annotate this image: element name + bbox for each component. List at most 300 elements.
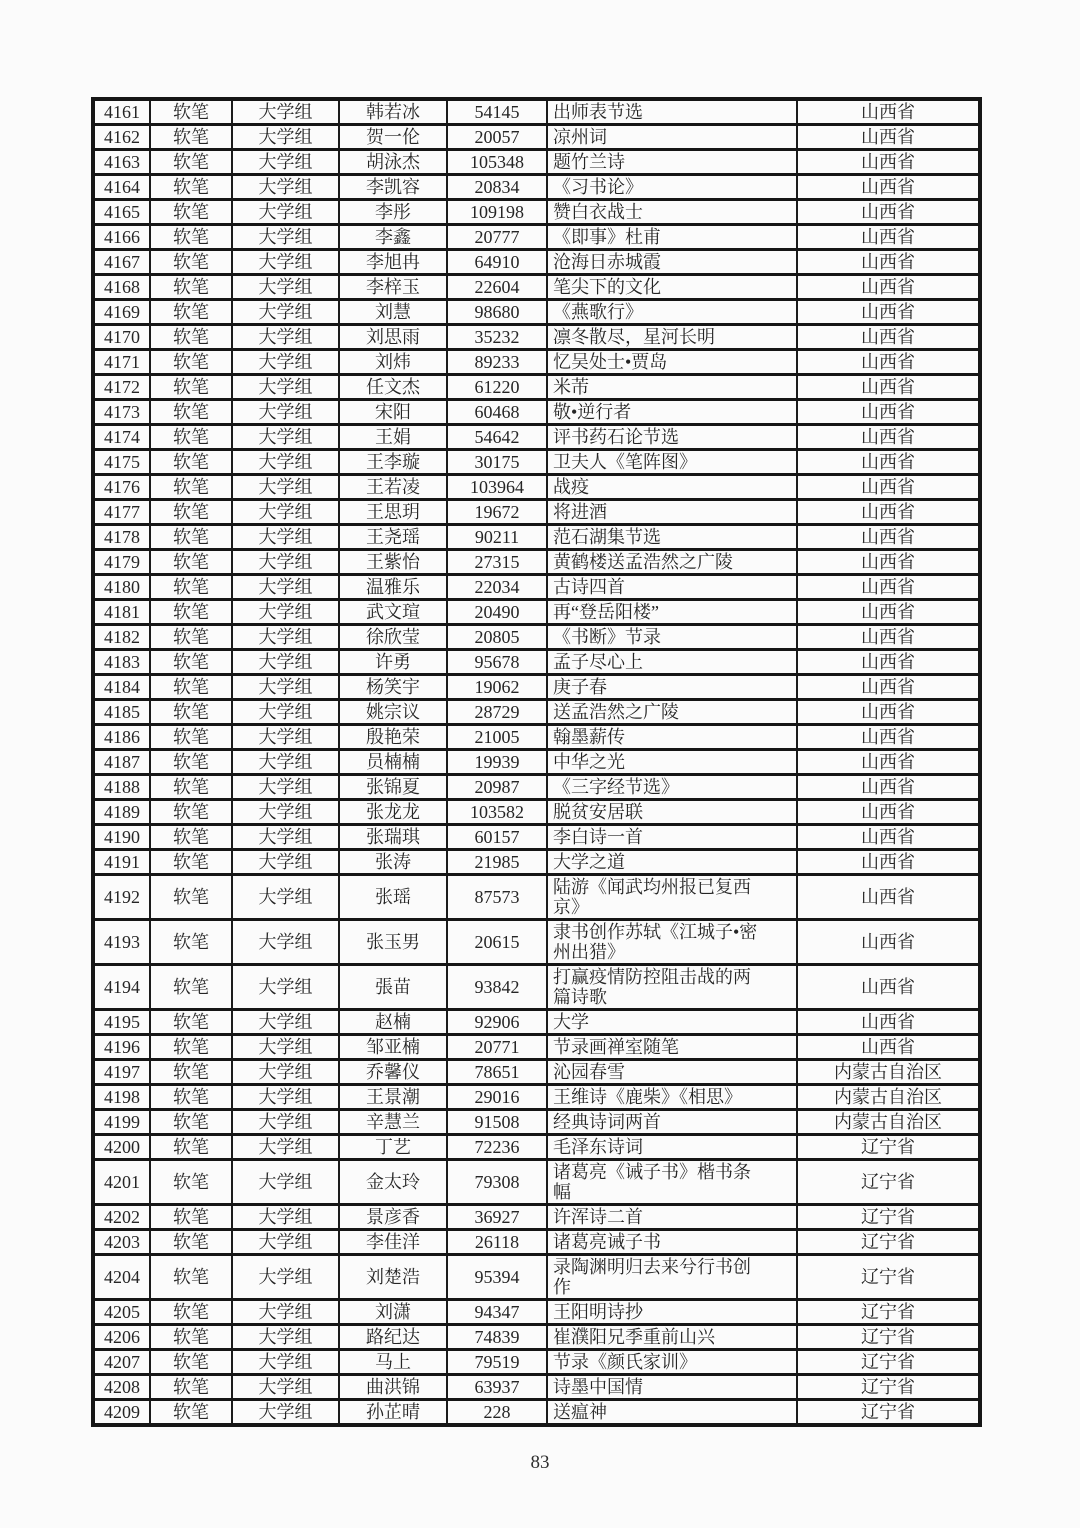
cell-name: 任文杰 xyxy=(339,375,447,400)
cell-group: 大学组 xyxy=(232,1400,339,1426)
cell-entry-number: 90211 xyxy=(447,525,547,550)
table-row xyxy=(93,1060,980,1085)
cell-entry-number: 35232 xyxy=(447,325,547,350)
cell-pen-type: 软笔 xyxy=(150,200,232,225)
cell-entry-number: 27315 xyxy=(447,550,547,575)
table-row xyxy=(93,965,980,1010)
cell-group: 大学组 xyxy=(232,99,339,125)
cell-work-title: 大学之道 xyxy=(547,850,797,875)
cell-province: 山西省 xyxy=(797,200,980,225)
cell-name: 徐欣莹 xyxy=(339,625,447,650)
cell-pen-type: 软笔 xyxy=(150,300,232,325)
cell-pen-type: 软笔 xyxy=(150,1110,232,1135)
cell-name: 乔馨仪 xyxy=(339,1060,447,1085)
cell-work-title: 王阳明诗抄 xyxy=(547,1300,797,1325)
cell-serial: 4164 xyxy=(93,175,150,200)
cell-serial: 4207 xyxy=(93,1350,150,1375)
cell-group: 大学组 xyxy=(232,375,339,400)
cell-group: 大学组 xyxy=(232,450,339,475)
cell-group: 大学组 xyxy=(232,1300,339,1325)
cell-entry-number: 98680 xyxy=(447,300,547,325)
cell-work-title: 隶书创作苏轼《江城子•密州出猎》 xyxy=(547,920,797,965)
table-row xyxy=(93,875,980,920)
cell-serial: 4163 xyxy=(93,150,150,175)
table-row xyxy=(93,550,980,575)
cell-work-title: 孟子尽心上 xyxy=(547,650,797,675)
page-number: 83 xyxy=(530,1452,550,1473)
cell-province: 山西省 xyxy=(797,500,980,525)
table-row xyxy=(93,1325,980,1350)
cell-entry-number: 20490 xyxy=(447,600,547,625)
cell-serial: 4188 xyxy=(93,775,150,800)
table-row xyxy=(93,325,980,350)
cell-pen-type: 软笔 xyxy=(150,750,232,775)
cell-province: 山西省 xyxy=(797,300,980,325)
cell-name: 刘思雨 xyxy=(339,325,447,350)
cell-work-title: 将进酒 xyxy=(547,500,797,525)
table-row xyxy=(93,375,980,400)
cell-group: 大学组 xyxy=(232,575,339,600)
cell-entry-number: 95678 xyxy=(447,650,547,675)
cell-entry-number: 91508 xyxy=(447,1110,547,1135)
cell-province: 山西省 xyxy=(797,150,980,175)
cell-pen-type: 软笔 xyxy=(150,400,232,425)
cell-pen-type: 软笔 xyxy=(150,1205,232,1230)
cell-work-title: 王维诗《鹿柴》《相思》 xyxy=(547,1085,797,1110)
table-row xyxy=(93,500,980,525)
cell-group: 大学组 xyxy=(232,1255,339,1300)
cell-serial: 4172 xyxy=(93,375,150,400)
cell-province: 山西省 xyxy=(797,550,980,575)
cell-serial: 4190 xyxy=(93,825,150,850)
cell-serial: 4161 xyxy=(93,99,150,125)
cell-entry-number: 92906 xyxy=(447,1010,547,1035)
cell-name: 贺一伦 xyxy=(339,125,447,150)
cell-entry-number: 29016 xyxy=(447,1085,547,1110)
cell-pen-type: 软笔 xyxy=(150,1160,232,1205)
table-row xyxy=(93,99,980,125)
cell-entry-number: 74839 xyxy=(447,1325,547,1350)
cell-name: 宋阳 xyxy=(339,400,447,425)
cell-province: 山西省 xyxy=(797,825,980,850)
table-row xyxy=(93,475,980,500)
cell-group: 大学组 xyxy=(232,500,339,525)
cell-pen-type: 软笔 xyxy=(150,99,232,125)
cell-entry-number: 22604 xyxy=(447,275,547,300)
cell-work-title: 诸葛亮《诫子书》楷书条幅 xyxy=(547,1160,797,1205)
cell-province: 山西省 xyxy=(797,425,980,450)
cell-group: 大学组 xyxy=(232,175,339,200)
cell-province: 山西省 xyxy=(797,575,980,600)
cell-province: 辽宁省 xyxy=(797,1400,980,1426)
cell-group: 大学组 xyxy=(232,325,339,350)
cell-work-title: 庚子春 xyxy=(547,675,797,700)
cell-work-title: 打赢疫情防控阻击战的两篇诗歌 xyxy=(547,965,797,1010)
cell-province: 山西省 xyxy=(797,375,980,400)
cell-serial: 4166 xyxy=(93,225,150,250)
cell-pen-type: 软笔 xyxy=(150,525,232,550)
cell-work-title: 经典诗词两首 xyxy=(547,1110,797,1135)
table-row xyxy=(93,650,980,675)
table-row xyxy=(93,400,980,425)
cell-work-title: 忆吴处士•贾岛 xyxy=(547,350,797,375)
cell-work-title: 中华之光 xyxy=(547,750,797,775)
cell-name: 王李璇 xyxy=(339,450,447,475)
cell-pen-type: 软笔 xyxy=(150,350,232,375)
cell-pen-type: 软笔 xyxy=(150,1085,232,1110)
cell-name: 张龙龙 xyxy=(339,800,447,825)
cell-province: 山西省 xyxy=(797,325,980,350)
cell-group: 大学组 xyxy=(232,150,339,175)
cell-serial: 4179 xyxy=(93,550,150,575)
cell-serial: 4173 xyxy=(93,400,150,425)
cell-serial: 4178 xyxy=(93,525,150,550)
cell-name: 张瑶 xyxy=(339,875,447,920)
cell-province: 辽宁省 xyxy=(797,1135,980,1160)
cell-entry-number: 94347 xyxy=(447,1300,547,1325)
cell-pen-type: 软笔 xyxy=(150,1010,232,1035)
cell-work-title: 崔濮阳兄季重前山兴 xyxy=(547,1325,797,1350)
cell-entry-number: 87573 xyxy=(447,875,547,920)
cell-group: 大学组 xyxy=(232,475,339,500)
cell-work-title: 范石湖集节选 xyxy=(547,525,797,550)
cell-group: 大学组 xyxy=(232,525,339,550)
table-row xyxy=(93,625,980,650)
table-row xyxy=(93,675,980,700)
cell-group: 大学组 xyxy=(232,600,339,625)
table-row xyxy=(93,1135,980,1160)
table-row xyxy=(93,775,980,800)
cell-name: 刘楚浩 xyxy=(339,1255,447,1300)
cell-name: 刘炜 xyxy=(339,350,447,375)
cell-province: 山西省 xyxy=(797,175,980,200)
cell-serial: 4168 xyxy=(93,275,150,300)
table-row xyxy=(93,725,980,750)
cell-province: 山西省 xyxy=(797,600,980,625)
cell-group: 大学组 xyxy=(232,1110,339,1135)
cell-serial: 4162 xyxy=(93,125,150,150)
table-row xyxy=(93,1230,980,1255)
cell-serial: 4185 xyxy=(93,700,150,725)
cell-name: 武文瑄 xyxy=(339,600,447,625)
cell-name: 孙芷晴 xyxy=(339,1400,447,1426)
cell-work-title: 诗墨中国情 xyxy=(547,1375,797,1400)
cell-pen-type: 软笔 xyxy=(150,650,232,675)
table-row xyxy=(93,1255,980,1300)
cell-group: 大学组 xyxy=(232,850,339,875)
cell-work-title: 凛冬散尽，星河长明 xyxy=(547,325,797,350)
cell-name: 张玉男 xyxy=(339,920,447,965)
cell-province: 山西省 xyxy=(797,700,980,725)
cell-work-title: 节录《颜氏家训》 xyxy=(547,1350,797,1375)
cell-work-title: 诸葛亮诫子书 xyxy=(547,1230,797,1255)
cell-entry-number: 109198 xyxy=(447,200,547,225)
cell-group: 大学组 xyxy=(232,675,339,700)
cell-name: 金太玲 xyxy=(339,1160,447,1205)
table-row xyxy=(93,850,980,875)
cell-entry-number: 19939 xyxy=(447,750,547,775)
cell-province: 辽宁省 xyxy=(797,1350,980,1375)
cell-name: 張苗 xyxy=(339,965,447,1010)
cell-province: 山西省 xyxy=(797,875,980,920)
cell-group: 大学组 xyxy=(232,1060,339,1085)
cell-pen-type: 软笔 xyxy=(150,800,232,825)
cell-serial: 4205 xyxy=(93,1300,150,1325)
cell-entry-number: 95394 xyxy=(447,1255,547,1300)
cell-province: 山西省 xyxy=(797,920,980,965)
cell-entry-number: 61220 xyxy=(447,375,547,400)
cell-entry-number: 21005 xyxy=(447,725,547,750)
cell-group: 大学组 xyxy=(232,965,339,1010)
cell-work-title: 送孟浩然之广陵 xyxy=(547,700,797,725)
cell-name: 李佳洋 xyxy=(339,1230,447,1255)
cell-serial: 4203 xyxy=(93,1230,150,1255)
cell-group: 大学组 xyxy=(232,1010,339,1035)
cell-province: 山西省 xyxy=(797,775,980,800)
cell-name: 温雅乐 xyxy=(339,575,447,600)
cell-entry-number: 105348 xyxy=(447,150,547,175)
cell-pen-type: 软笔 xyxy=(150,375,232,400)
cell-province: 山西省 xyxy=(797,800,980,825)
cell-serial: 4201 xyxy=(93,1160,150,1205)
cell-work-title: 节录画禅室随笔 xyxy=(547,1035,797,1060)
cell-serial: 4187 xyxy=(93,750,150,775)
cell-name: 姚宗议 xyxy=(339,700,447,725)
cell-group: 大学组 xyxy=(232,125,339,150)
cell-serial: 4171 xyxy=(93,350,150,375)
cell-name: 胡泳杰 xyxy=(339,150,447,175)
cell-pen-type: 软笔 xyxy=(150,920,232,965)
table-row xyxy=(93,600,980,625)
cell-entry-number: 103964 xyxy=(447,475,547,500)
cell-pen-type: 软笔 xyxy=(150,150,232,175)
cell-province: 山西省 xyxy=(797,250,980,275)
cell-pen-type: 软笔 xyxy=(150,225,232,250)
cell-pen-type: 软笔 xyxy=(150,1350,232,1375)
table-row xyxy=(93,750,980,775)
cell-serial: 4209 xyxy=(93,1400,150,1426)
cell-entry-number: 64910 xyxy=(447,250,547,275)
cell-province: 山西省 xyxy=(797,965,980,1010)
cell-group: 大学组 xyxy=(232,750,339,775)
cell-entry-number: 20057 xyxy=(447,125,547,150)
table-row xyxy=(93,700,980,725)
cell-pen-type: 软笔 xyxy=(150,700,232,725)
cell-work-title: 大学 xyxy=(547,1010,797,1035)
cell-entry-number: 78651 xyxy=(447,1060,547,1085)
cell-work-title: 凉州词 xyxy=(547,125,797,150)
cell-entry-number: 60157 xyxy=(447,825,547,850)
cell-work-title: 再“登岳阳楼” xyxy=(547,600,797,625)
cell-pen-type: 软笔 xyxy=(150,675,232,700)
cell-entry-number: 28729 xyxy=(447,700,547,725)
table-row xyxy=(93,450,980,475)
cell-group: 大学组 xyxy=(232,875,339,920)
cell-province: 山西省 xyxy=(797,225,980,250)
cell-entry-number: 79519 xyxy=(447,1350,547,1375)
cell-pen-type: 软笔 xyxy=(150,325,232,350)
cell-work-title: 翰墨薪传 xyxy=(547,725,797,750)
cell-entry-number: 21985 xyxy=(447,850,547,875)
cell-province: 山西省 xyxy=(797,625,980,650)
cell-entry-number: 72236 xyxy=(447,1135,547,1160)
cell-serial: 4192 xyxy=(93,875,150,920)
cell-work-title: 评书药石论节选 xyxy=(547,425,797,450)
cell-serial: 4170 xyxy=(93,325,150,350)
cell-group: 大学组 xyxy=(232,1230,339,1255)
cell-group: 大学组 xyxy=(232,825,339,850)
cell-name: 王紫怡 xyxy=(339,550,447,575)
cell-group: 大学组 xyxy=(232,1135,339,1160)
cell-work-title: 《即事》杜甫 xyxy=(547,225,797,250)
cell-entry-number: 20805 xyxy=(447,625,547,650)
cell-name: 李鑫 xyxy=(339,225,447,250)
cell-entry-number: 54642 xyxy=(447,425,547,450)
cell-entry-number: 20777 xyxy=(447,225,547,250)
cell-serial: 4199 xyxy=(93,1110,150,1135)
cell-group: 大学组 xyxy=(232,1160,339,1205)
cell-province: 山西省 xyxy=(797,99,980,125)
table-row xyxy=(93,575,980,600)
cell-serial: 4180 xyxy=(93,575,150,600)
cell-entry-number: 79308 xyxy=(447,1160,547,1205)
cell-work-title: 笔尖下的文化 xyxy=(547,275,797,300)
cell-name: 王若凌 xyxy=(339,475,447,500)
cell-pen-type: 软笔 xyxy=(150,1325,232,1350)
cell-pen-type: 软笔 xyxy=(150,475,232,500)
cell-pen-type: 软笔 xyxy=(150,850,232,875)
cell-pen-type: 软笔 xyxy=(150,1300,232,1325)
cell-province: 山西省 xyxy=(797,475,980,500)
cell-province: 山西省 xyxy=(797,725,980,750)
cell-entry-number: 20987 xyxy=(447,775,547,800)
cell-work-title: 《书断》节录 xyxy=(547,625,797,650)
cell-group: 大学组 xyxy=(232,550,339,575)
cell-entry-number: 26118 xyxy=(447,1230,547,1255)
cell-group: 大学组 xyxy=(232,300,339,325)
table-row xyxy=(93,200,980,225)
cell-name: 杨笑宇 xyxy=(339,675,447,700)
cell-serial: 4176 xyxy=(93,475,150,500)
cell-work-title: 《燕歌行》 xyxy=(547,300,797,325)
cell-work-title: 李白诗一首 xyxy=(547,825,797,850)
cell-serial: 4200 xyxy=(93,1135,150,1160)
cell-name: 李彤 xyxy=(339,200,447,225)
cell-group: 大学组 xyxy=(232,425,339,450)
cell-province: 山西省 xyxy=(797,275,980,300)
cell-province: 山西省 xyxy=(797,650,980,675)
cell-serial: 4183 xyxy=(93,650,150,675)
cell-serial: 4169 xyxy=(93,300,150,325)
cell-name: 许勇 xyxy=(339,650,447,675)
table-row xyxy=(93,920,980,965)
cell-name: 景彦香 xyxy=(339,1205,447,1230)
cell-province: 辽宁省 xyxy=(797,1160,980,1205)
cell-serial: 4196 xyxy=(93,1035,150,1060)
cell-name: 刘潇 xyxy=(339,1300,447,1325)
cell-work-title: 《习书论》 xyxy=(547,175,797,200)
cell-name: 员楠楠 xyxy=(339,750,447,775)
cell-pen-type: 软笔 xyxy=(150,775,232,800)
cell-pen-type: 软笔 xyxy=(150,1135,232,1160)
cell-serial: 4182 xyxy=(93,625,150,650)
cell-pen-type: 软笔 xyxy=(150,875,232,920)
cell-group: 大学组 xyxy=(232,775,339,800)
table-row xyxy=(93,175,980,200)
cell-serial: 4202 xyxy=(93,1205,150,1230)
cell-province: 山西省 xyxy=(797,850,980,875)
cell-serial: 4208 xyxy=(93,1375,150,1400)
cell-province: 山西省 xyxy=(797,125,980,150)
table-row xyxy=(93,1160,980,1205)
cell-pen-type: 软笔 xyxy=(150,725,232,750)
table-row xyxy=(93,425,980,450)
cell-name: 辛慧兰 xyxy=(339,1110,447,1135)
cell-group: 大学组 xyxy=(232,1375,339,1400)
cell-pen-type: 软笔 xyxy=(150,825,232,850)
cell-serial: 4193 xyxy=(93,920,150,965)
cell-serial: 4197 xyxy=(93,1060,150,1085)
table-row xyxy=(93,350,980,375)
cell-work-title: 陆游《闻武均州报已复西京》 xyxy=(547,875,797,920)
cell-pen-type: 软笔 xyxy=(150,625,232,650)
table-row xyxy=(93,1110,980,1135)
cell-name: 马上 xyxy=(339,1350,447,1375)
cell-entry-number: 60468 xyxy=(447,400,547,425)
cell-pen-type: 软笔 xyxy=(150,175,232,200)
cell-work-title: 题竹兰诗 xyxy=(547,150,797,175)
cell-pen-type: 软笔 xyxy=(150,425,232,450)
cell-group: 大学组 xyxy=(232,350,339,375)
cell-work-title: 送瘟神 xyxy=(547,1400,797,1426)
table-row xyxy=(93,1085,980,1110)
cell-province: 辽宁省 xyxy=(797,1300,980,1325)
cell-entry-number: 103582 xyxy=(447,800,547,825)
cell-name: 李旭冉 xyxy=(339,250,447,275)
cell-name: 张锦夏 xyxy=(339,775,447,800)
cell-work-title: 卫夫人《笔阵图》 xyxy=(547,450,797,475)
cell-name: 赵楠 xyxy=(339,1010,447,1035)
cell-pen-type: 软笔 xyxy=(150,1400,232,1426)
cell-serial: 4189 xyxy=(93,800,150,825)
cell-province: 山西省 xyxy=(797,1010,980,1035)
cell-group: 大学组 xyxy=(232,225,339,250)
cell-serial: 4175 xyxy=(93,450,150,475)
cell-name: 李梓玉 xyxy=(339,275,447,300)
cell-work-title: 战疫 xyxy=(547,475,797,500)
cell-work-title: 沁园春雪 xyxy=(547,1060,797,1085)
table-row xyxy=(93,1300,980,1325)
cell-work-title: 敬•逆行者 xyxy=(547,400,797,425)
cell-name: 刘慧 xyxy=(339,300,447,325)
cell-work-title: 毛泽东诗词 xyxy=(547,1135,797,1160)
cell-pen-type: 软笔 xyxy=(150,550,232,575)
table-row xyxy=(93,825,980,850)
cell-entry-number: 19062 xyxy=(447,675,547,700)
cell-serial: 4167 xyxy=(93,250,150,275)
cell-group: 大学组 xyxy=(232,700,339,725)
table-row xyxy=(93,1400,980,1426)
cell-group: 大学组 xyxy=(232,200,339,225)
cell-group: 大学组 xyxy=(232,400,339,425)
cell-group: 大学组 xyxy=(232,920,339,965)
cell-entry-number: 54145 xyxy=(447,99,547,125)
cell-name: 李凯容 xyxy=(339,175,447,200)
cell-entry-number: 63937 xyxy=(447,1375,547,1400)
cell-entry-number: 36927 xyxy=(447,1205,547,1230)
cell-work-title: 脱贫安居联 xyxy=(547,800,797,825)
table-row xyxy=(93,275,980,300)
